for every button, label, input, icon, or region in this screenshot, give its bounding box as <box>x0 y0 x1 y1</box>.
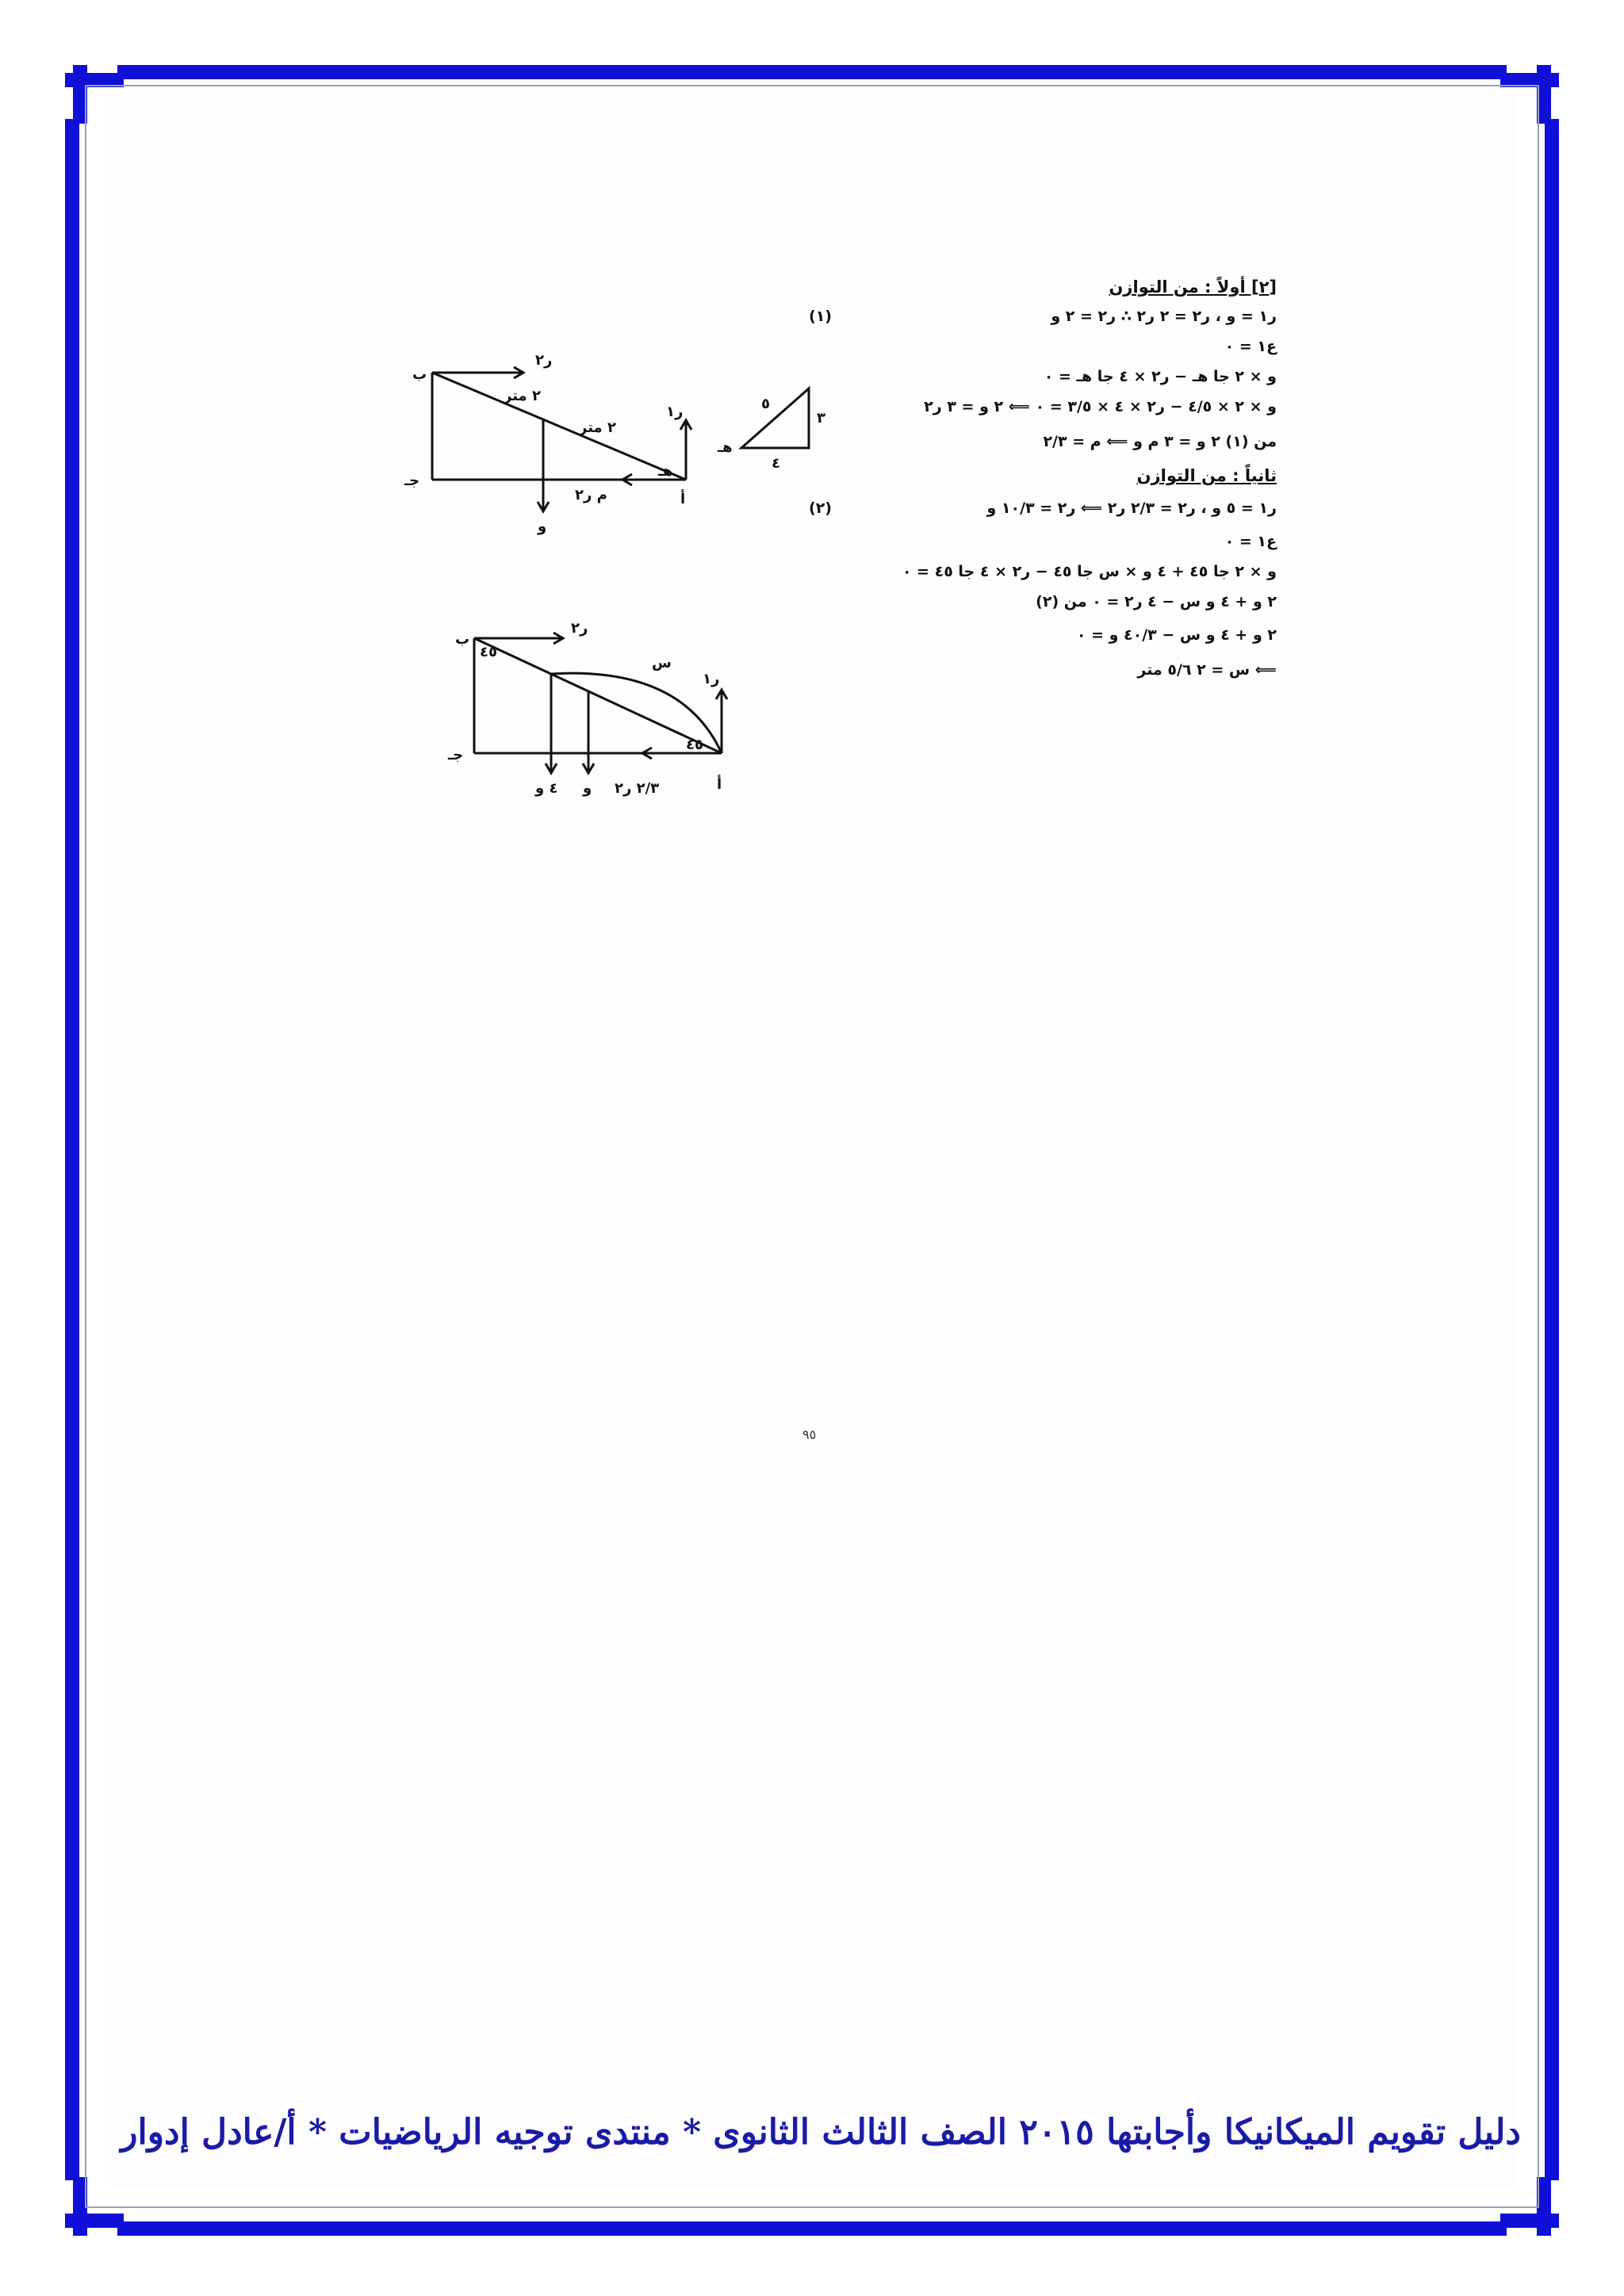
triangle-hyp: ٥ <box>761 396 770 412</box>
label-4w: ٤ و <box>535 780 558 797</box>
equation-line: و × ٢ جا ٤٥ + ٤ و × س جا ٤٥ − ر٢ × ٤ جا ٤٥ = ٠ <box>902 563 1277 580</box>
label-friction2: ٢/٣ ر٢ <box>615 780 660 797</box>
equation-line: من (١) ٢ و = ٣ م و ⟸ م = ٢/٣ <box>1043 433 1277 450</box>
label-angle: هـ <box>658 463 673 480</box>
equation-number-1: (١) <box>809 308 832 325</box>
label-angle-bottom: ٤٥ <box>686 737 703 753</box>
triangle-3-4-5 <box>710 373 845 476</box>
equation-line: و × ٢ × ٤/٥ − ر٢ × ٤ × ٣/٥ = ٠ ⟸ ٢ و = ٣ ر٢ <box>924 398 1277 415</box>
diagram-ladder-2 <box>444 610 745 801</box>
triangle-adj: ٤ <box>772 455 780 472</box>
footer-text: دليل تقويم الميكانيكا وأجابتها ٢٠١٥ الصف الثالث الثانوى * منتدى توجيه الرياضيات * أ/عادل إدوار <box>121 2112 1521 2152</box>
label-friction: م ر٢ <box>575 487 607 503</box>
equation-line: ع١ = ٠ <box>1224 533 1277 550</box>
label-b: ب <box>412 366 427 383</box>
equation-line: و × ٢ جا هـ − ر٢ × ٤ جا هـ = ٠ <box>1044 368 1277 385</box>
equation-line: ر١ = ٥ و ، ر٢ = ٢/٣ ر٢ ⟸ ر٢ = ١٠/٣ و <box>986 499 1277 517</box>
label-a: أ <box>680 491 686 507</box>
label-b2: ب <box>455 631 470 648</box>
equation-number-2: (٢) <box>809 499 832 517</box>
label-s: س <box>652 655 672 672</box>
label-r2: ر٢ <box>535 352 553 369</box>
label-length-lower: ٢ متر <box>579 419 616 436</box>
diagram-ladder-1 <box>396 341 730 555</box>
equation-line: ع١ = ٠ <box>1224 338 1277 355</box>
equation-line: ⟸ س = ٢ ٥/٦ متر <box>1137 661 1277 679</box>
label-r2-2: ر٢ <box>571 620 588 637</box>
part1-heading: [٢] أولاً : من التوازن <box>1109 277 1277 297</box>
label-a2: أ <box>717 776 722 793</box>
label-r1-2: ر١ <box>703 671 720 687</box>
equation-line: ٢ و + ٤ و س − ٤٠/٣ و = ٠ <box>1076 626 1277 644</box>
label-angle-top: ٤٥ <box>480 644 497 660</box>
triangle-opp: ٣ <box>817 410 825 427</box>
label-w2: و <box>583 780 592 797</box>
part2-heading: ثانياً : من التوازن <box>1136 466 1277 485</box>
label-length-upper: ٢ متر <box>504 388 541 404</box>
triangle-angle: هـ <box>718 439 733 456</box>
label-r1: ر١ <box>666 404 684 420</box>
equation-line: ر١ = و ، ر٢ = ٢ ر٢ ∴ ر٢ = ٢ و <box>1051 308 1277 325</box>
page-number: ٩٥ <box>802 1427 817 1442</box>
label-j: جـ <box>404 473 420 489</box>
label-w: و <box>538 519 547 535</box>
label-j2: جـ <box>448 747 464 763</box>
equation-line: ٢ و + ٤ و س − ٤ ر٢ = ٠ من (٢) <box>1036 593 1277 610</box>
